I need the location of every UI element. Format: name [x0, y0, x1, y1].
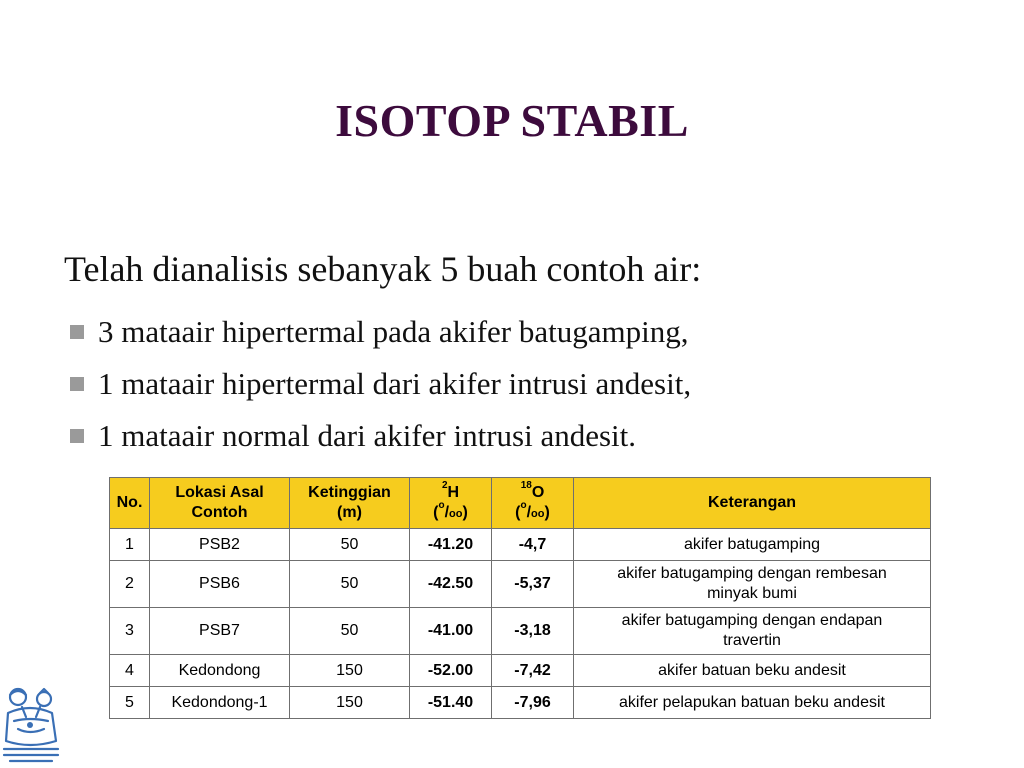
table-row	[110, 608, 931, 655]
institution-logo-icon	[0, 683, 62, 765]
cell-o18: -5,37	[492, 561, 574, 608]
cell-no: 2	[110, 561, 150, 608]
cell-o18: -3,18	[492, 608, 574, 655]
cell-lokasi: PSB6	[150, 561, 290, 608]
cell-ketinggian: 150	[290, 687, 410, 719]
header-ketinggian: Ketinggian (m)	[290, 478, 410, 529]
cell-o18: -7,96	[492, 687, 574, 719]
header-lokasi: Lokasi Asal Contoh	[150, 478, 290, 529]
square-bullet-icon	[70, 325, 84, 339]
cell-no: 1	[110, 529, 150, 561]
table-row	[110, 655, 931, 687]
cell-keterangan: akifer pelapukan batuan beku andesit	[574, 687, 931, 719]
cell-h2: -51.40	[410, 687, 492, 719]
cell-keterangan: akifer batuan beku andesit	[574, 655, 931, 687]
bullet-item	[70, 410, 691, 462]
table-row	[110, 529, 931, 561]
header-oxygen18: $^{18}$O ($^o$/oo)	[492, 478, 574, 529]
table-row	[110, 561, 931, 608]
cell-no: 4	[110, 655, 150, 687]
cell-o18: -7,42	[492, 655, 574, 687]
bullet-item	[70, 306, 691, 358]
cell-ketinggian: 50	[290, 561, 410, 608]
slide-title: ISOTOP STABIL	[335, 95, 689, 146]
cell-keterangan: akifer batugamping	[574, 529, 931, 561]
intro-text: Telah dianalisis sebanyak 5 buah contoh air:	[64, 249, 702, 289]
bullet-list	[70, 306, 691, 462]
cell-h2: -42.50	[410, 561, 492, 608]
header-deuterium: $^2$H ($^o$/oo)	[410, 478, 492, 529]
cell-lokasi: Kedondong-1	[150, 687, 290, 719]
cell-h2: -41.20	[410, 529, 492, 561]
cell-lokasi: Kedondong	[150, 655, 290, 687]
bullet-text: 1 mataair normal dari akifer intrusi andesit.	[98, 418, 637, 453]
cell-lokasi: PSB2	[150, 529, 290, 561]
header-keterangan: Keterangan	[574, 478, 931, 529]
cell-keterangan: akifer batugamping dengan endapan travertin	[574, 608, 931, 655]
table-row	[110, 687, 931, 719]
cell-no: 3	[110, 608, 150, 655]
cell-ketinggian: 50	[290, 529, 410, 561]
bullet-item	[70, 358, 691, 410]
cell-h2: -41.00	[410, 608, 492, 655]
square-bullet-icon	[70, 429, 84, 443]
cell-lokasi: PSB7	[150, 608, 290, 655]
cell-h2: -52.00	[410, 655, 492, 687]
square-bullet-icon	[70, 377, 84, 391]
bullet-text: 3 mataair hipertermal pada akifer batugamping,	[98, 314, 689, 349]
bullet-text: 1 mataair hipertermal dari akifer intrusi andesit,	[98, 366, 692, 401]
isotope-table	[109, 477, 931, 719]
cell-keterangan: akifer batugamping dengan rembesan minyak bumi	[574, 561, 931, 608]
header-no: No.	[110, 478, 150, 529]
cell-no: 5	[110, 687, 150, 719]
cell-o18: -4,7	[492, 529, 574, 561]
table-header-row	[110, 478, 931, 529]
cell-ketinggian: 50	[290, 608, 410, 655]
cell-ketinggian: 150	[290, 655, 410, 687]
